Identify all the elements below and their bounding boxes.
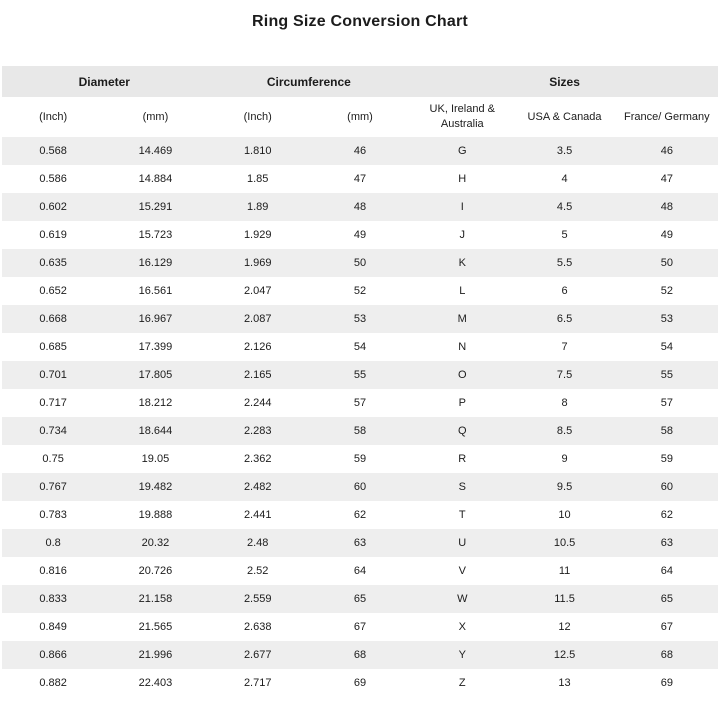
cell: 1.929 <box>243 229 272 241</box>
cell: P <box>458 397 466 409</box>
cell: 54 <box>353 341 367 353</box>
column-header-cell: (Inch) <box>2 97 104 137</box>
cell: 2.047 <box>243 285 272 297</box>
column-header-cell: (mm) <box>104 97 206 137</box>
table-row <box>2 529 718 557</box>
cell: V <box>458 565 466 577</box>
cell: 64 <box>353 565 367 577</box>
cell: 19.482 <box>138 481 173 493</box>
cell: 20.726 <box>138 565 173 577</box>
cell: 12.5 <box>553 649 576 661</box>
cell: 0.849 <box>39 621 67 633</box>
column-header-cell: (mm) <box>309 97 411 137</box>
table-row <box>2 193 718 221</box>
cell: 11.5 <box>554 593 575 605</box>
cell: 50 <box>353 257 367 269</box>
cell: 18.644 <box>138 425 173 437</box>
table-row <box>2 221 718 249</box>
cell: 18.212 <box>138 397 173 409</box>
cell: 2.48 <box>246 537 269 549</box>
cell: 60 <box>353 481 367 493</box>
table-row <box>2 417 718 445</box>
cell: 8.5 <box>556 425 573 437</box>
cell: X <box>458 621 466 633</box>
cell: 1.89 <box>246 201 269 213</box>
table-row <box>2 501 718 529</box>
cell: 17.399 <box>138 341 173 353</box>
cell: 58 <box>660 425 673 437</box>
table-row <box>2 585 718 613</box>
cell: 16.561 <box>138 285 173 297</box>
cell: 59 <box>353 453 367 465</box>
cell: 67 <box>660 621 673 633</box>
cell: 62 <box>660 509 673 521</box>
cell: 22.403 <box>138 677 173 689</box>
cell: 21.565 <box>138 621 173 633</box>
cell: 54 <box>660 341 673 353</box>
ring-size-conversion-table <box>2 66 718 697</box>
cell: 6.5 <box>556 313 573 325</box>
cell: 21.158 <box>138 593 173 605</box>
table-row <box>2 389 718 417</box>
cell: 2.677 <box>243 649 272 661</box>
column-header-cell: UK, Ireland & Australia <box>411 97 513 137</box>
cell: 53 <box>353 313 367 325</box>
cell: 0.8 <box>45 537 61 549</box>
cell: 6 <box>561 285 568 297</box>
table-row <box>2 305 718 333</box>
cell: 0.619 <box>39 229 67 241</box>
cell: 5 <box>561 229 568 241</box>
cell: S <box>458 481 466 493</box>
cell: 11 <box>558 565 571 577</box>
cell: 3.5 <box>556 145 573 157</box>
cell: O <box>457 369 467 381</box>
column-header-row <box>2 97 718 137</box>
table-body <box>2 137 718 697</box>
cell: 63 <box>353 537 367 549</box>
column-header-cell: France/ Germany <box>616 97 718 137</box>
cell: 53 <box>660 313 673 325</box>
table-row <box>2 613 718 641</box>
cell: W <box>457 593 468 605</box>
cell: Y <box>458 649 466 661</box>
cell: 0.783 <box>39 509 67 521</box>
cell: 0.701 <box>39 369 67 381</box>
cell: 55 <box>353 369 367 381</box>
cell: 0.602 <box>39 201 67 213</box>
cell: 0.586 <box>39 173 67 185</box>
cell: 49 <box>353 229 367 241</box>
cell: Q <box>457 425 467 437</box>
cell: 16.129 <box>138 257 173 269</box>
table-row <box>2 165 718 193</box>
cell: 47 <box>660 173 673 185</box>
group-header-cell: Sizes <box>411 66 718 97</box>
cell: 2.638 <box>243 621 272 633</box>
table-header <box>2 66 718 137</box>
cell: 0.833 <box>39 593 67 605</box>
cell: 57 <box>353 397 367 409</box>
cell: 0.568 <box>39 145 67 157</box>
cell: 17.805 <box>138 369 173 381</box>
cell: 10 <box>558 509 571 521</box>
cell: 69 <box>660 677 673 689</box>
cell: 10.5 <box>553 537 576 549</box>
cell: 15.291 <box>138 201 173 213</box>
cell: 2.717 <box>243 677 272 689</box>
cell: 0.882 <box>39 677 67 689</box>
cell: 9 <box>561 453 568 465</box>
table-row <box>2 641 718 669</box>
cell: 21.996 <box>138 649 173 661</box>
cell: 68 <box>660 649 673 661</box>
cell: 19.05 <box>141 453 170 465</box>
cell: H <box>458 173 467 185</box>
cell: 2.441 <box>243 509 272 521</box>
cell: 0.866 <box>39 649 67 661</box>
cell: 0.734 <box>39 425 67 437</box>
cell: 0.816 <box>39 565 67 577</box>
cell: 12 <box>558 621 571 633</box>
cell: 1.85 <box>246 173 269 185</box>
cell: 2.087 <box>243 313 272 325</box>
cell: R <box>458 453 467 465</box>
cell: 46 <box>660 145 673 157</box>
cell: 0.767 <box>39 481 67 493</box>
cell: 9.5 <box>556 481 573 493</box>
cell: 63 <box>660 537 673 549</box>
cell: G <box>457 145 467 157</box>
cell: 55 <box>660 369 673 381</box>
cell: K <box>458 257 466 269</box>
column-header-cell: (Inch) <box>207 97 309 137</box>
cell: 46 <box>353 145 367 157</box>
cell: 20.32 <box>141 537 170 549</box>
cell: 2.244 <box>243 397 272 409</box>
cell: 4 <box>561 173 568 185</box>
group-header-cell: Diameter <box>2 66 207 97</box>
table-row <box>2 473 718 501</box>
cell: 68 <box>353 649 367 661</box>
cell: 0.668 <box>39 313 67 325</box>
cell: 5.5 <box>556 257 573 269</box>
cell: 60 <box>660 481 673 493</box>
cell: 7 <box>561 341 568 353</box>
cell: 52 <box>353 285 367 297</box>
cell: 8 <box>561 397 568 409</box>
table-row <box>2 361 718 389</box>
group-header-cell: Circumference <box>207 66 412 97</box>
cell: 67 <box>353 621 367 633</box>
cell: 2.283 <box>243 425 272 437</box>
cell: 58 <box>353 425 367 437</box>
cell: J <box>459 229 466 241</box>
cell: 0.652 <box>39 285 67 297</box>
cell: T <box>458 509 466 521</box>
cell: 0.635 <box>39 257 67 269</box>
cell: 47 <box>353 173 367 185</box>
table-row <box>2 137 718 165</box>
cell: 15.723 <box>138 229 173 241</box>
cell: 65 <box>353 593 367 605</box>
cell: 2.559 <box>243 593 272 605</box>
cell: 4.5 <box>556 201 573 213</box>
cell: 14.884 <box>138 173 173 185</box>
cell: 62 <box>353 509 367 521</box>
cell: Z <box>458 677 466 689</box>
cell: 48 <box>353 201 367 213</box>
cell: 49 <box>660 229 673 241</box>
cell: I <box>460 201 464 213</box>
page-title: Ring Size Conversion Chart <box>252 13 468 30</box>
cell: 0.75 <box>42 453 64 465</box>
table-row <box>2 445 718 473</box>
cell: 1.969 <box>243 257 272 269</box>
cell: 69 <box>353 677 367 689</box>
cell: 2.126 <box>243 341 272 353</box>
cell: 65 <box>660 593 673 605</box>
table-row <box>2 557 718 585</box>
cell: 19.888 <box>138 509 173 521</box>
cell: 64 <box>660 565 673 577</box>
cell: 1.810 <box>243 145 272 157</box>
table-row <box>2 277 718 305</box>
cell: 52 <box>660 285 673 297</box>
cell: 0.685 <box>39 341 67 353</box>
cell: 2.482 <box>243 481 272 493</box>
cell: 2.165 <box>243 369 272 381</box>
cell: 57 <box>660 397 673 409</box>
cell: 59 <box>660 453 673 465</box>
cell: M <box>457 313 467 325</box>
cell: 48 <box>660 201 673 213</box>
cell: 13 <box>558 677 571 689</box>
cell: 2.52 <box>246 565 269 577</box>
cell: N <box>458 341 467 353</box>
table-row <box>2 333 718 361</box>
cell: 2.362 <box>243 453 272 465</box>
table-row <box>2 249 718 277</box>
cell: 50 <box>660 257 673 269</box>
cell: U <box>458 537 467 549</box>
cell: 14.469 <box>138 145 173 157</box>
cell: 0.717 <box>39 397 67 409</box>
group-header-row <box>2 66 718 97</box>
cell: 16.967 <box>138 313 173 325</box>
cell: 7.5 <box>556 369 573 381</box>
table-row <box>2 669 718 697</box>
cell: L <box>459 285 466 297</box>
column-header-cell: USA & Canada <box>513 97 615 137</box>
